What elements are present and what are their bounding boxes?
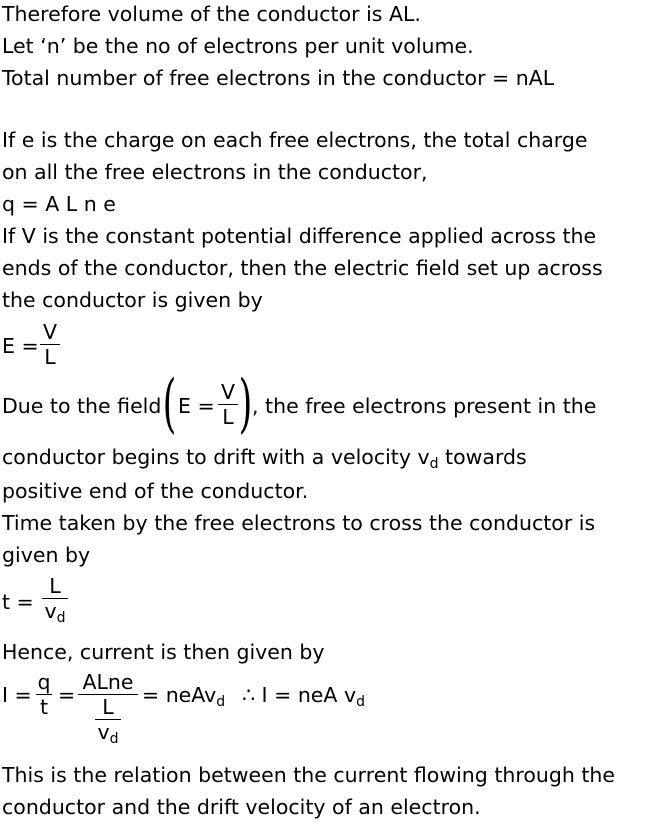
equals-sign: = (58, 683, 76, 707)
nested-denominator: $v_d$ (97, 720, 119, 747)
line-charge-2: on all the free electrons in the conductor, (2, 160, 428, 184)
line-given-by: given by (2, 543, 91, 567)
right-parenthesis: ) (238, 367, 253, 441)
fraction-V-over-L (40, 320, 60, 369)
fraction-denominator: L (222, 405, 234, 429)
due-suffix: , the free electrons present in the (252, 394, 597, 418)
equation-I-result: = neAv$_d$ (142, 683, 226, 710)
line-relation-2: conductor and the drift velocity of an electron. (2, 795, 481, 819)
fraction-q-over-t (36, 670, 52, 719)
due-lhs: E = (178, 394, 215, 418)
fraction-ALne-over-L-vd (78, 670, 138, 747)
line-charge-1: If e is the charge on each free electrons, the total charge (2, 128, 588, 152)
equation-E-lhs: E = (2, 334, 39, 358)
line-time-taken: Time taken by the free electrons to cross the conductor is (2, 511, 596, 535)
fraction-V-over-L-inline (218, 380, 238, 429)
equation-q: q = A L n e (2, 192, 116, 216)
fraction-L-over-vd (42, 574, 68, 626)
nested-fraction (95, 695, 121, 747)
line-drift-velocity: conductor begins to drift with a velocity $v_d$ towards (2, 445, 527, 472)
line-potential-2: ends of the conductor, then the electric field set up across (2, 256, 603, 280)
fraction-denominator: t (39, 695, 49, 719)
fraction-denominator: $v_d$ (44, 599, 66, 626)
line-potential-3: the conductor is given by (2, 288, 263, 312)
fraction-numerator: V (42, 320, 58, 344)
line-potential-1: If V is the constant potential difference applied across the (2, 224, 597, 248)
equation-t-lhs: t = (2, 590, 34, 614)
fraction-numerator: V (220, 380, 236, 404)
fraction-numerator: q (37, 670, 51, 694)
line-n-definition: Let ‘n’ be the no of electrons per unit volume. (2, 34, 474, 58)
equation-I-therefore: ∴ I = neA $v_d$ (242, 683, 365, 710)
fraction-numerator: L (49, 574, 61, 598)
due-prefix: Due to the field (2, 394, 162, 418)
equation-I-lhs: I = (2, 683, 32, 707)
line-positive-end: positive end of the conductor. (2, 479, 309, 503)
nested-numerator: L (102, 695, 114, 719)
subscript-d: d (429, 456, 439, 472)
fraction-denominator: L (44, 345, 56, 369)
line-volume: Therefore volume of the conductor is AL. (2, 2, 421, 26)
line-total-electrons: Total number of free electrons in the conductor = nAL (2, 66, 555, 90)
left-parenthesis: ( (162, 367, 177, 441)
fraction-numerator: ALne (82, 670, 134, 694)
line-relation-1: This is the relation between the current flowing through the (2, 763, 616, 787)
line-hence-current: Hence, current is then given by (2, 640, 325, 664)
